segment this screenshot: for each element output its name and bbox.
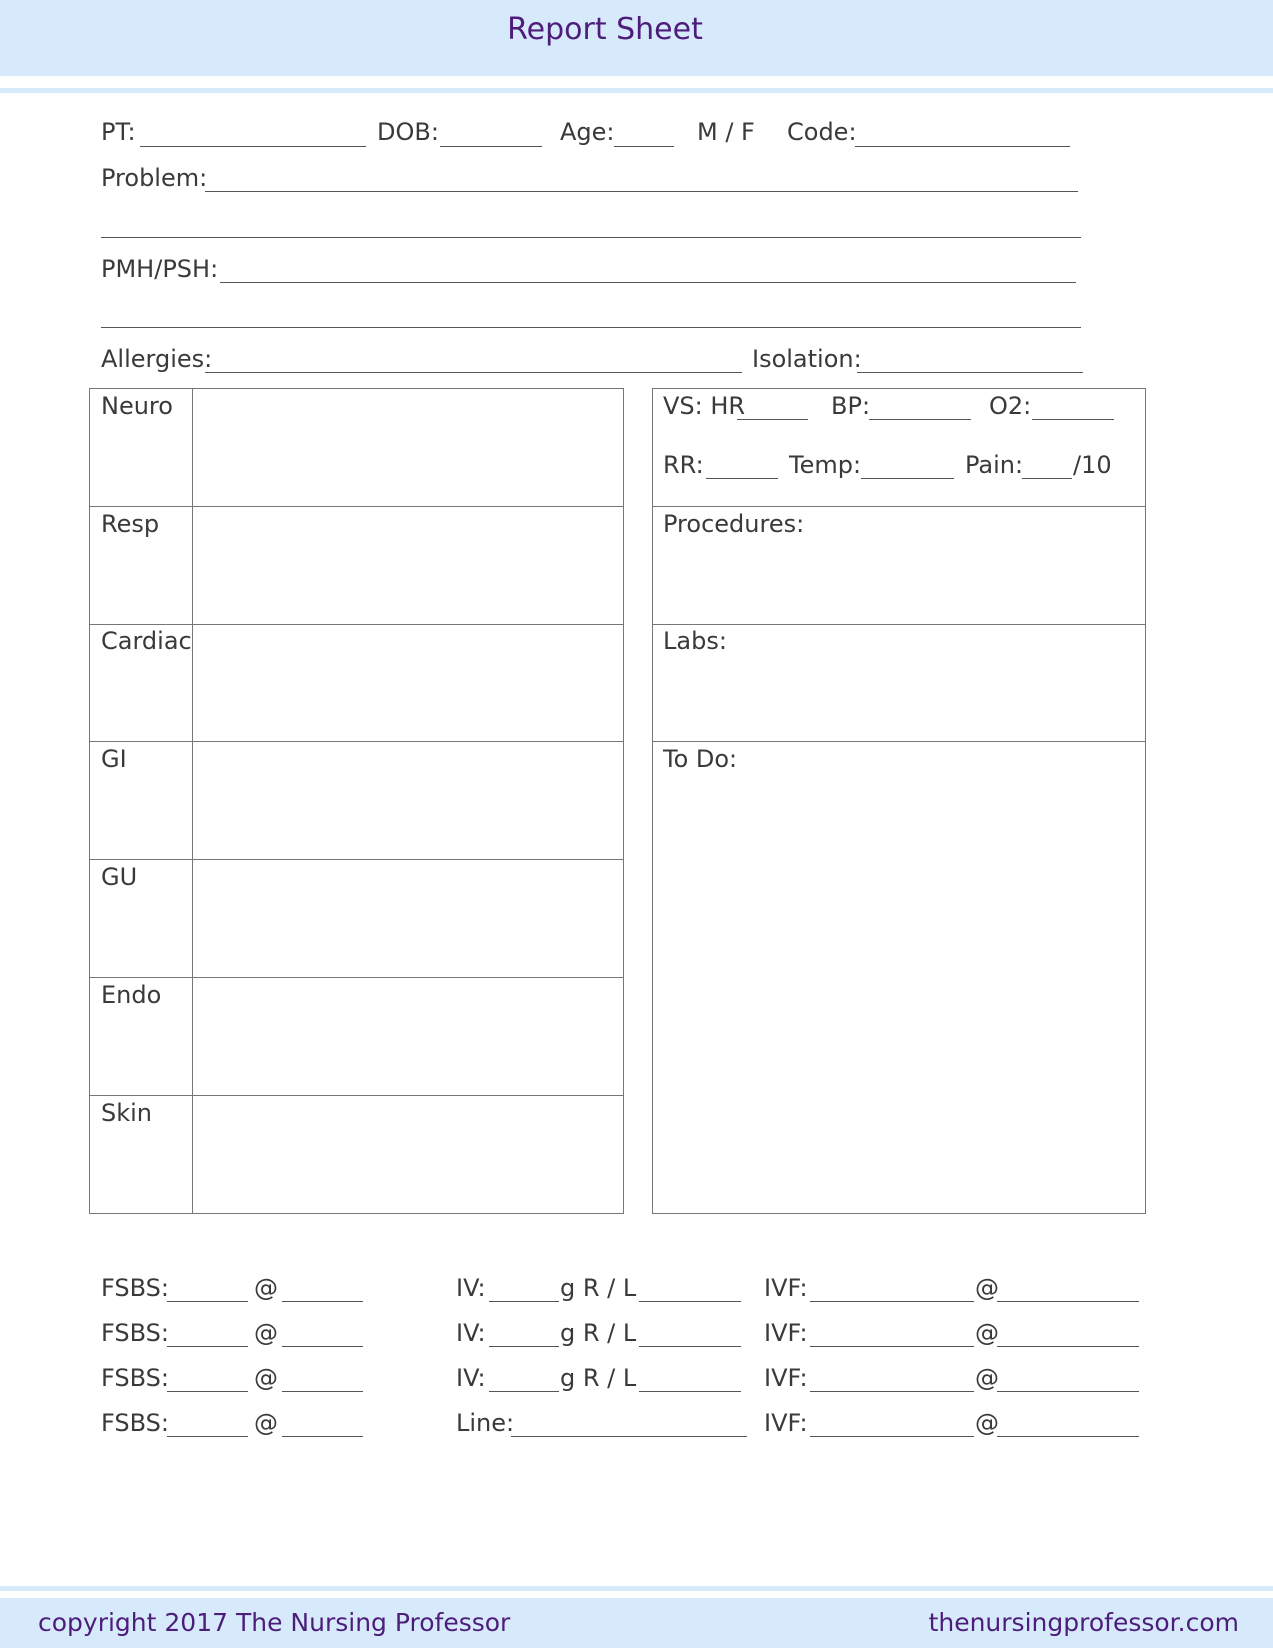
isolation-label: Isolation: <box>752 345 862 373</box>
code-label: Code: <box>787 118 857 146</box>
iv-side-options[interactable]: g R / L <box>560 1319 637 1347</box>
temp-field[interactable] <box>861 478 954 479</box>
ivf-label: IVF: <box>764 1274 808 1302</box>
system-resp-label: Resp <box>101 510 160 538</box>
cardiac-notes[interactable] <box>194 626 623 740</box>
iv-gauge-field[interactable] <box>489 1391 559 1392</box>
fsbs-label: FSBS: <box>101 1274 169 1302</box>
iv-gauge-field[interactable] <box>489 1301 559 1302</box>
problem-field[interactable] <box>205 191 1078 192</box>
o2-label: O2: <box>989 392 1032 420</box>
row-divider <box>90 859 623 860</box>
iv-label: IV: <box>456 1319 486 1347</box>
pain-field[interactable] <box>1022 478 1072 479</box>
ivf-fluid-field[interactable] <box>810 1391 974 1392</box>
ivf-rate-field[interactable] <box>997 1346 1139 1347</box>
ivf-fluid-field[interactable] <box>810 1436 974 1437</box>
rr-field[interactable] <box>706 478 778 479</box>
dob-label: DOB: <box>377 118 439 146</box>
system-skin-label: Skin <box>101 1099 153 1127</box>
row-divider <box>653 624 1145 625</box>
procedures-label: Procedures: <box>663 510 805 538</box>
sex-options[interactable]: M / F <box>697 118 755 146</box>
systems-table <box>89 388 624 1214</box>
temp-label: Temp: <box>789 451 862 479</box>
ivf-rate-field[interactable] <box>997 1301 1139 1302</box>
age-label: Age: <box>560 118 615 146</box>
isolation-field[interactable] <box>857 372 1083 373</box>
pmh-label: PMH/PSH: <box>101 255 219 283</box>
gi-notes[interactable] <box>194 743 623 858</box>
system-endo-label: Endo <box>101 981 162 1009</box>
fsbs-time-field[interactable] <box>282 1301 363 1302</box>
system-gu-label: GU <box>101 863 138 891</box>
fsbs-time-field[interactable] <box>282 1436 363 1437</box>
allergies-field[interactable] <box>205 372 742 373</box>
row-divider <box>653 741 1145 742</box>
ivf-label: IVF: <box>764 1364 808 1392</box>
at-label: @ <box>975 1274 999 1302</box>
problem-field-line-2[interactable] <box>101 237 1081 238</box>
iv-site-field[interactable] <box>639 1346 741 1347</box>
bp-label: BP: <box>831 392 871 420</box>
at-label: @ <box>975 1364 999 1392</box>
pmh-field[interactable] <box>220 282 1076 283</box>
dob-field[interactable] <box>440 146 542 147</box>
row-divider <box>90 741 623 742</box>
footer-divider <box>0 1586 1273 1591</box>
care-table <box>652 388 1146 1214</box>
line-label: Line: <box>456 1409 515 1437</box>
rr-label: RR: <box>663 451 704 479</box>
gu-notes[interactable] <box>194 861 623 976</box>
fsbs-time-field[interactable] <box>282 1346 363 1347</box>
at-label: @ <box>254 1409 278 1437</box>
vs-hr-label: VS: HR <box>663 392 746 420</box>
pain-scale: /10 <box>1073 451 1112 479</box>
procedures-notes[interactable] <box>653 539 1145 623</box>
pt-label: PT: <box>101 118 136 146</box>
fsbs-value-field[interactable] <box>167 1346 248 1347</box>
iv-side-options[interactable]: g R / L <box>560 1364 637 1392</box>
hr-field[interactable] <box>737 419 808 420</box>
line-field[interactable] <box>511 1436 747 1437</box>
pmh-field-line-2[interactable] <box>101 327 1081 328</box>
resp-notes[interactable] <box>194 508 623 623</box>
fsbs-value-field[interactable] <box>167 1391 248 1392</box>
ivf-label: IVF: <box>764 1409 808 1437</box>
o2-field[interactable] <box>1032 419 1114 420</box>
todo-label: To Do: <box>663 745 738 773</box>
row-divider <box>90 1095 623 1096</box>
iv-site-field[interactable] <box>639 1391 741 1392</box>
system-cardiac-label: Cardiac <box>101 627 192 655</box>
at-label: @ <box>254 1274 278 1302</box>
fsbs-value-field[interactable] <box>167 1436 248 1437</box>
fsbs-label: FSBS: <box>101 1364 169 1392</box>
at-label: @ <box>254 1364 278 1392</box>
allergies-label: Allergies: <box>101 345 213 373</box>
ivf-rate-field[interactable] <box>997 1391 1139 1392</box>
todo-notes[interactable] <box>653 775 1145 1211</box>
pain-label: Pain: <box>965 451 1024 479</box>
page-title: Report Sheet <box>507 12 703 47</box>
endo-notes[interactable] <box>194 979 623 1094</box>
labs-notes[interactable] <box>653 657 1145 740</box>
fsbs-time-field[interactable] <box>282 1391 363 1392</box>
at-label: @ <box>975 1319 999 1347</box>
systems-divider <box>192 389 193 1213</box>
at-label: @ <box>254 1319 278 1347</box>
footer-website-link[interactable]: thenursingprofessor.com <box>928 1608 1239 1637</box>
iv-site-field[interactable] <box>639 1301 741 1302</box>
header-divider <box>0 88 1273 93</box>
pt-field[interactable] <box>140 146 366 147</box>
ivf-fluid-field[interactable] <box>810 1346 974 1347</box>
neuro-notes[interactable] <box>194 389 623 505</box>
ivf-label: IVF: <box>764 1319 808 1347</box>
iv-label: IV: <box>456 1364 486 1392</box>
system-gi-label: GI <box>101 745 127 773</box>
at-label: @ <box>975 1409 999 1437</box>
skin-notes[interactable] <box>194 1097 623 1213</box>
fsbs-label: FSBS: <box>101 1319 169 1347</box>
bp-field[interactable] <box>869 419 971 420</box>
fsbs-label: FSBS: <box>101 1409 169 1437</box>
ivf-fluid-field[interactable] <box>810 1301 974 1302</box>
ivf-rate-field[interactable] <box>997 1436 1139 1437</box>
iv-side-options[interactable]: g R / L <box>560 1274 637 1302</box>
iv-label: IV: <box>456 1274 486 1302</box>
code-field[interactable] <box>855 146 1070 147</box>
labs-label: Labs: <box>663 627 727 655</box>
fsbs-value-field[interactable] <box>167 1301 248 1302</box>
age-field[interactable] <box>614 146 674 147</box>
row-divider <box>90 977 623 978</box>
row-divider <box>90 624 623 625</box>
row-divider <box>90 506 623 507</box>
problem-label: Problem: <box>101 164 208 192</box>
footer-copyright: copyright 2017 The Nursing Professor <box>38 1608 511 1637</box>
system-neuro-label: Neuro <box>101 392 173 420</box>
iv-gauge-field[interactable] <box>489 1346 559 1347</box>
row-divider <box>653 506 1145 507</box>
